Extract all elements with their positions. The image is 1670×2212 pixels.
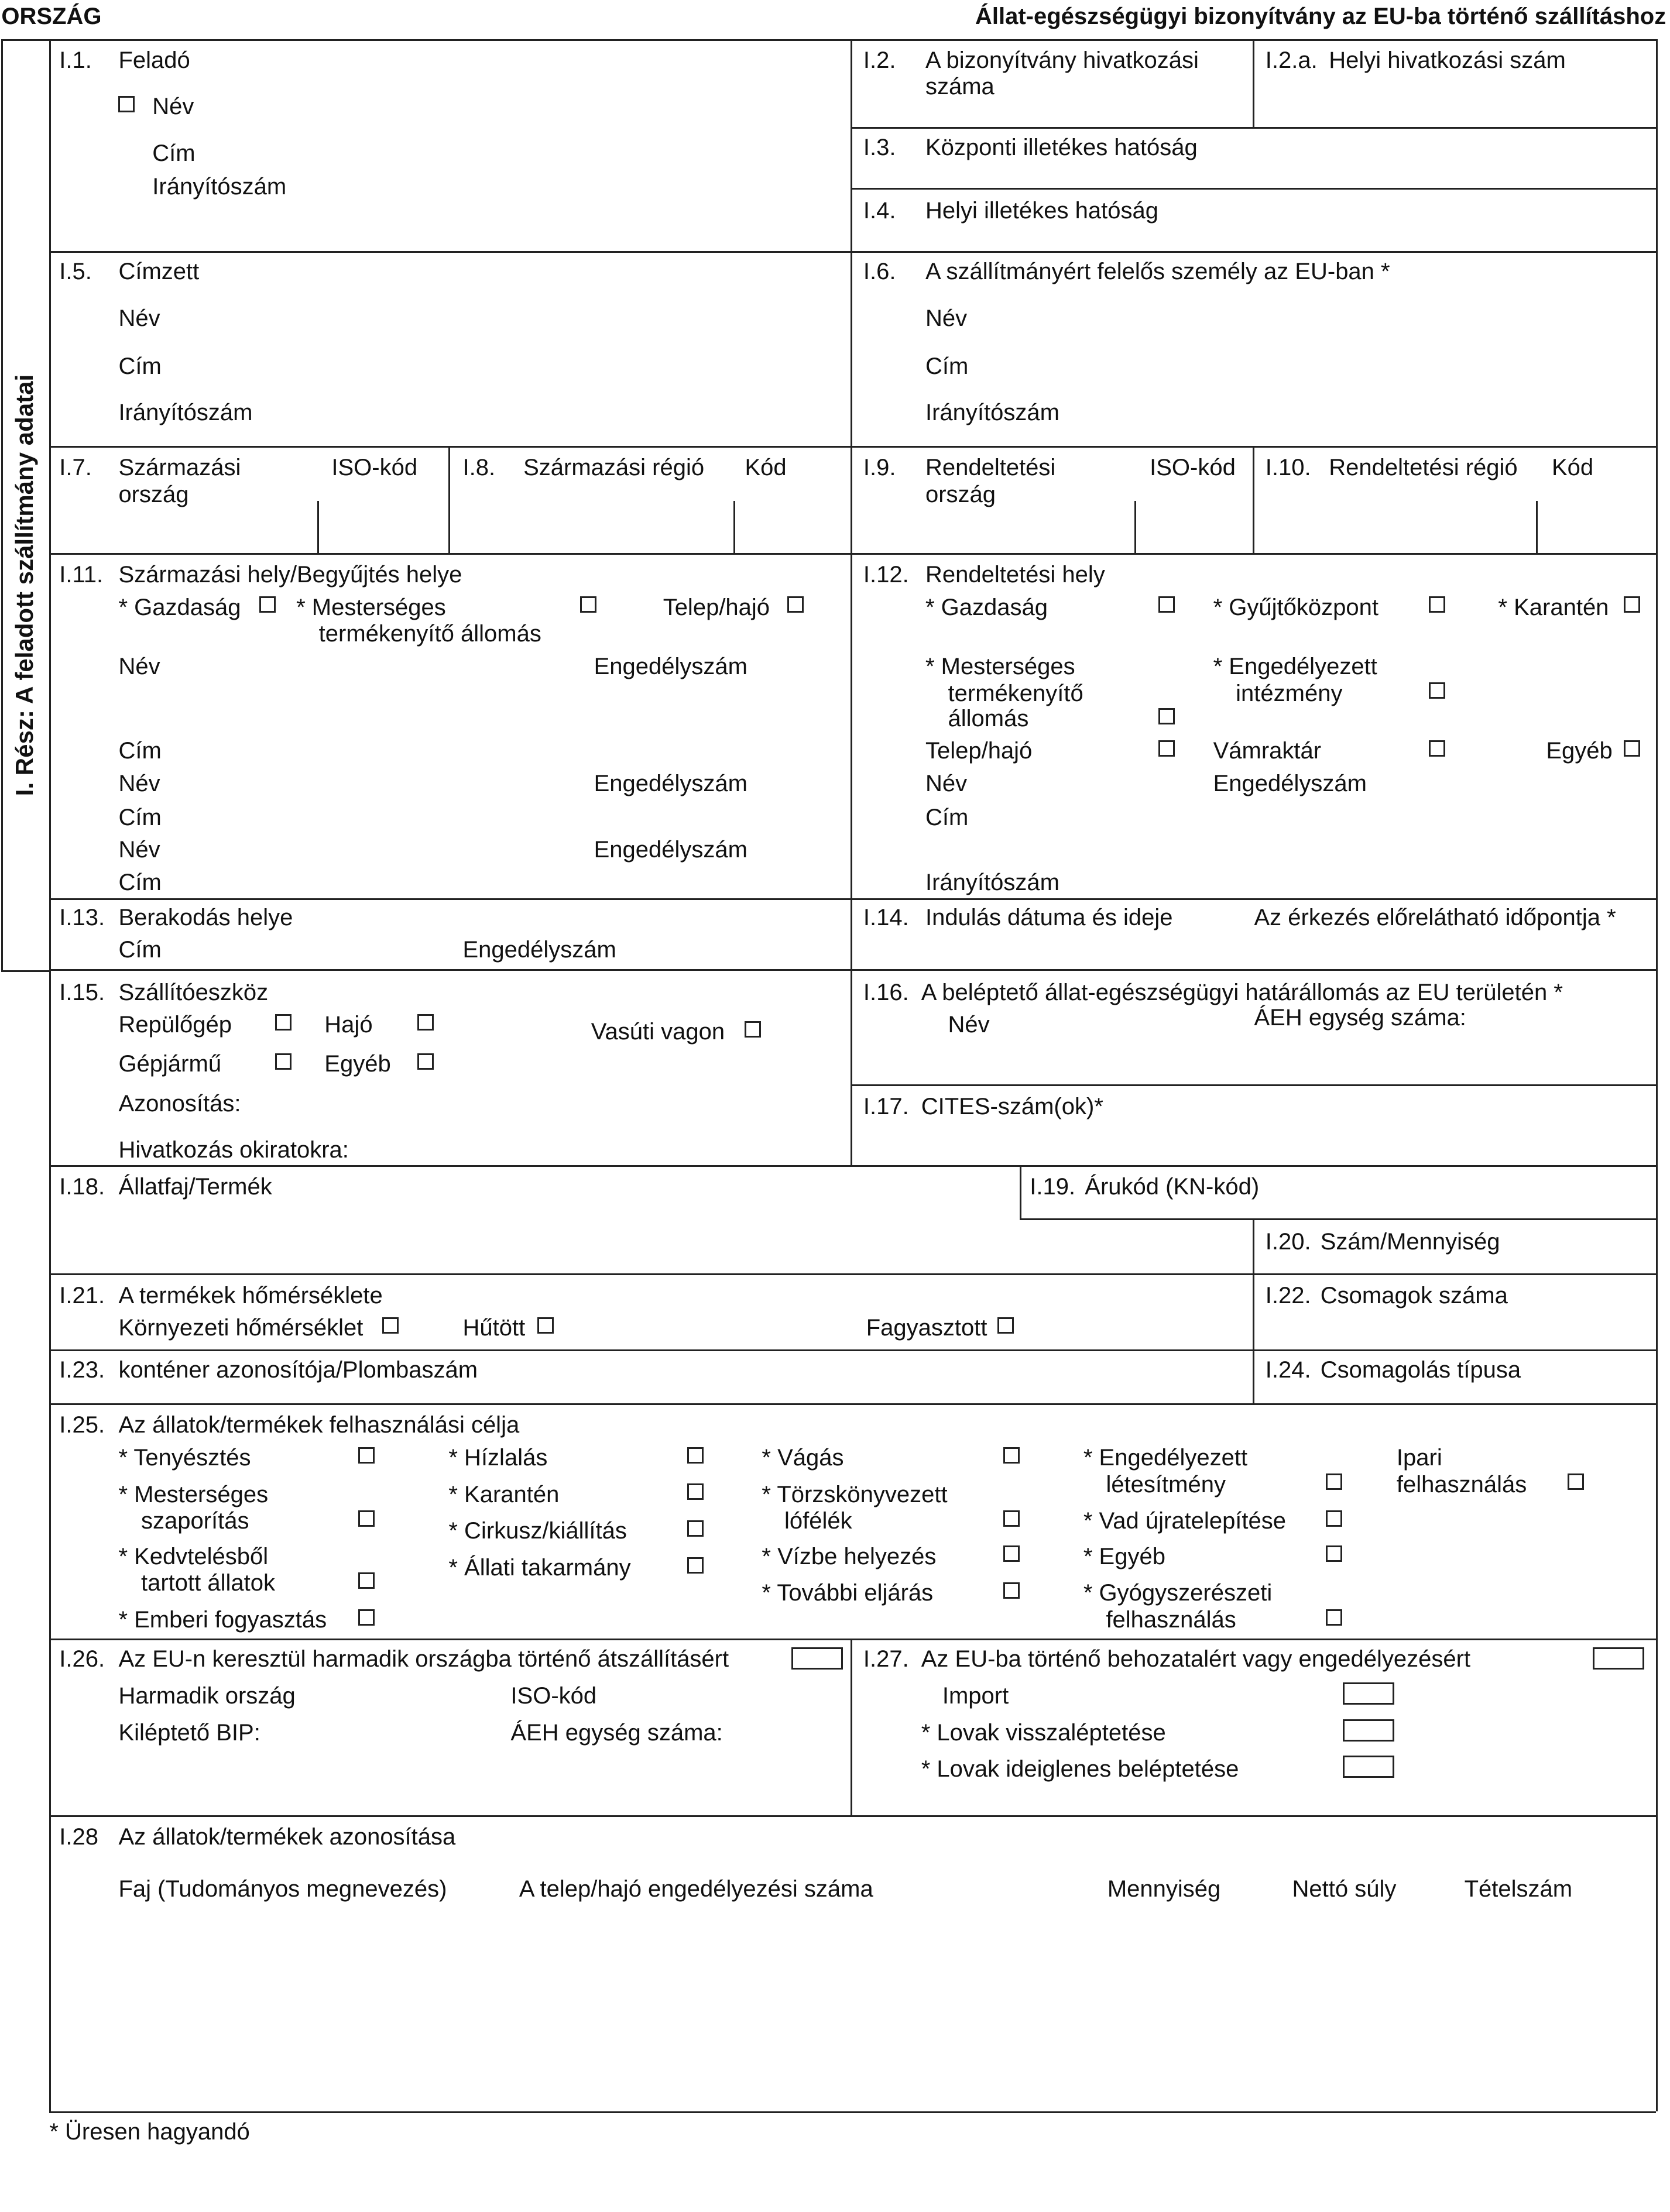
text-dest-nev: Név [925,770,968,796]
text-iso-kod-orig: ISO-kód [331,455,418,481]
text-iso-kod-dest: ISO-kód [1150,455,1236,481]
checkbox-hajo[interactable] [417,1014,434,1031]
text-i18_num: I.18. [59,1174,105,1200]
text-i3_num: I.3. [863,134,896,160]
text-dest-egyeb: Egyéb [1546,738,1613,764]
text-i2a_label: Helyi hivatkozási szám [1329,47,1566,73]
text-letesitmeny: létesítmény [1106,1471,1226,1497]
text-i22_label: Csomagok száma [1320,1282,1508,1308]
text-cimzett-irsz: Irányítószám [118,400,253,426]
text-i20_num: I.20. [1265,1229,1311,1255]
text-i28_label: Az állatok/termékek azonosítása [118,1824,456,1850]
text-termekenyito: termékenyítő [948,680,1083,706]
v-line [1253,446,1254,553]
checkbox-i27[interactable] [1593,1647,1644,1670]
text-kilepteto: Kiléptető BIP: [118,1719,260,1746]
v-line [851,553,852,898]
v-line [733,501,735,553]
text-i12_label: Rendeltetési hely [925,562,1105,588]
checkbox-cirkusz[interactable] [687,1520,704,1537]
h-line [49,1273,1656,1275]
v-line [851,251,852,446]
text-i19_label: Árukód (KN-kód) [1085,1174,1260,1200]
text-vizbe: * Vízbe helyezés [762,1543,937,1569]
text-szaporitas: szaporítás [141,1508,249,1534]
v-line [851,39,852,251]
text-i23_label: konténer azonosítója/Plombaszám [118,1357,478,1383]
v-line [851,969,852,1165]
part-label: I. Rész: A feladott szállítmány adatai [11,374,38,796]
checkbox-dest-vamraktar[interactable] [1429,740,1445,757]
h-line [49,2111,1656,2113]
text-dest-vamraktar: Vámraktár [1213,738,1322,764]
text-mesterseges_szap: * Mesterséges [118,1481,269,1507]
text-i27_num: I.27. [863,1646,909,1672]
text-i27_label: Az EU-ba történő behozatalért vagy engedélyezésért [921,1646,1471,1672]
text-kod-orig: Kód [745,455,787,481]
text-bip-nev: Név [948,1011,990,1038]
text-import: Import [942,1683,1009,1709]
text-i17_num: I.17. [863,1093,909,1119]
text-felado-irsz: Irányítószám [152,174,287,200]
header-title: Állat-egészségügyi bizonyítvány az EU-ba történő szállításhoz [975,3,1666,29]
v-line [851,1639,852,1815]
h-line [1,39,1656,41]
text-i23_num: I.23. [59,1357,105,1383]
h-line [49,251,1656,253]
v-line [1,39,3,970]
checkbox-hutott[interactable] [537,1317,554,1334]
h-line [851,127,1656,129]
text-cimzett-nev: Név [118,305,160,331]
text-hivatkozas: Hivatkozás okiratokra: [118,1137,349,1163]
h-line [851,188,1656,190]
text-i7_num: I.7. [59,455,92,481]
text-gyogyszer: * Gyógyszerészeti [1083,1580,1273,1606]
text-cimzett-cim: Cím [118,353,162,379]
text-vad: * Vad újratelepítése [1083,1508,1287,1534]
v-line [49,39,51,2111]
text-dest-eng: Engedélyszám [1213,770,1367,796]
checkbox-letesitmeny[interactable] [1326,1473,1342,1490]
text-i24_label: Csomagolás típusa [1320,1357,1521,1383]
text-orig-cim-3: Cím [118,869,162,895]
text-dest-cim: Cím [925,804,969,830]
text-tovabbi: * További eljárás [762,1580,934,1606]
checkbox-emberi[interactable] [358,1609,375,1626]
text-i9_label2: ország [925,481,996,507]
text-i1_label: Feladó [118,47,190,73]
text-dest-mesterseges: * Mesterséges [925,653,1075,679]
text-felado-nev: Név [152,94,194,120]
checkbox-allati-tak[interactable] [687,1557,704,1574]
text-ipari-felh: felhasználás [1396,1471,1527,1497]
text-fagyasztott: Fagyasztott [866,1315,987,1341]
text-orig-mesterseges: * Mesterséges [296,594,446,620]
h-line [49,898,1656,900]
v-line [317,501,319,553]
text-repulogep: Repülőgép [118,1011,232,1038]
h-line [1,970,49,972]
text-orig-gazdasag: * Gazdaság [118,594,241,620]
checkbox-i26[interactable] [791,1647,843,1670]
text-szall-egyeb: Egyéb [324,1051,391,1077]
text-berakodas-cim: Cím [118,937,162,963]
checkbox-vad[interactable] [1326,1510,1342,1527]
text-i21_label: A termékek hőmérséklete [118,1282,383,1308]
v-line [1656,39,1658,2111]
footnote: * Üresen hagyandó [49,2118,250,2145]
text-i8_label: Származási régió [523,455,705,481]
text-bip-aeh: ÁEH egység száma: [1254,1004,1466,1031]
text-i9_label: Rendeltetési [925,455,1056,481]
text-orig-eng-3: Engedélyszám [594,837,747,863]
text-emberi: * Emberi fogyasztás [118,1606,327,1633]
checkbox-orig-gazdasag[interactable] [259,596,276,613]
text-i18_label: Állatfaj/Termék [118,1174,272,1200]
text-i2_label2: száma [925,74,995,100]
text-i14_label: Indulás dátuma és ideje [925,904,1173,930]
text-i11_num: I.11. [59,562,104,588]
text-dest-engedelyezett: * Engedélyezett [1213,653,1377,679]
text-vasuti: Vasúti vagon [591,1019,725,1045]
text-lovak_vissza: * Lovak visszaléptetése [921,1719,1166,1746]
text-dest-telep: Telep/hajó [925,738,1033,764]
text-dest-gazdasag: * Gazdaság [925,594,1048,620]
text-felado-cim: Cím [152,140,196,166]
text-i25_label: Az állatok/termékek felhasználási célja [118,1412,520,1438]
h-line [49,1165,1656,1167]
checkbox-tenyesztes[interactable] [358,1447,375,1464]
text-kilepteto-aeh: ÁEH egység száma: [510,1719,723,1746]
text-i1_num: I.1. [59,47,92,73]
checkbox-tovabbi[interactable] [1003,1582,1020,1599]
text-orig-cim-2: Cím [118,804,162,830]
checkbox-ipari[interactable] [1568,1473,1584,1490]
checkbox-felado-nev[interactable] [118,96,135,112]
text-i2_label: A bizonyítvány hivatkozási [925,47,1199,73]
text-harmadik: Harmadik ország [118,1683,296,1709]
text-i7_label: Származási [118,455,241,481]
text-netto: Nettó súly [1292,1876,1397,1902]
checkbox-dest-mesterseges[interactable] [1158,708,1175,724]
text-i13_label: Berakodás helye [118,904,293,930]
checkbox-dest-egyeb[interactable] [1624,740,1640,757]
text-i13_num: I.13. [59,904,105,930]
text-tenyesztes: * Tenyésztés [118,1444,251,1471]
h-line [49,1639,1656,1640]
v-line [1536,501,1538,553]
text-i2a_num: I.2.a. [1265,47,1318,73]
text-orig-nev-2: Név [118,770,160,796]
checkbox-torzskonyv[interactable] [1003,1510,1020,1527]
text-felelos-irsz: Irányítószám [925,400,1059,426]
text-i10_label: Rendeltetési régió [1329,455,1518,481]
text-i19_num: I.19. [1030,1174,1076,1200]
checkbox-kornyezeti[interactable] [382,1317,399,1334]
checkbox-lovak-vissza[interactable] [1343,1719,1394,1742]
v-line [851,446,852,553]
text-i9_num: I.9. [863,455,896,481]
text-allati_tak: * Állati takarmány [448,1554,631,1581]
text-kornyezeti: Környezeti hőmérséklet [118,1315,364,1341]
text-i2_num: I.2. [863,47,896,73]
checkbox-orig-telep[interactable] [787,596,804,613]
h-line [49,1815,1656,1817]
text-i5_num: I.5. [59,259,92,285]
h-line [49,1403,1656,1405]
text-i11_label: Származási hely/Begyűjtés helye [118,562,462,588]
checkbox-dest-gyujto[interactable] [1429,596,1445,613]
text-hutott: Hűtött [462,1315,526,1341]
text-i17_label: CITES-szám(ok)* [921,1093,1103,1119]
text-cirkusz: * Cirkusz/kiállítás [448,1518,627,1544]
text-allomas: állomás [948,706,1029,731]
text-i6_label: A szállítmányért felelős személy az EU-ban * [925,259,1390,285]
text-mennyiseg: Mennyiség [1107,1876,1221,1902]
text-lovak_ideig: * Lovak ideiglenes beléptetése [921,1756,1239,1782]
text-i14_num: I.14. [863,904,909,930]
text-termekenyito_allomas: termékenyítő állomás [318,621,541,647]
text-i21_num: I.21. [59,1282,105,1308]
text-dest-gyujto: * Gyűjtőközpont [1213,594,1378,620]
text-i26_num: I.26. [59,1646,105,1672]
checkbox-dest-engedelyezett[interactable] [1429,682,1445,699]
text-i12_num: I.12. [863,562,909,588]
text-faj: Faj (Tudományos megnevezés) [118,1876,447,1902]
h-line [851,1084,1656,1086]
text-tetelszam: Tételszám [1464,1876,1573,1902]
h-line [1020,1218,1656,1220]
text-i6_num: I.6. [863,259,896,285]
text-karanten: * Karantén [448,1481,560,1507]
text-i25_num: I.25. [59,1412,105,1438]
checkbox-kedvteles[interactable] [358,1572,375,1589]
text-i8_num: I.8. [462,455,496,481]
checkbox-gepjarmu[interactable] [275,1053,292,1070]
checkbox-mesterseges-szap[interactable] [358,1510,375,1527]
checkbox-vasuti[interactable] [745,1021,761,1038]
text-orig-eng-2: Engedélyszám [594,770,747,796]
checkbox-dest-telep[interactable] [1158,740,1175,757]
text-intezmeny: intézmény [1236,680,1343,706]
text-felelos-cim: Cím [925,353,969,379]
text-i15_num: I.15. [59,979,105,1005]
checkbox-repulogep[interactable] [275,1014,292,1031]
text-i16_label: A beléptető állat-egészségügyi határállomás az EU területén * [921,979,1563,1005]
text-gepjarmu: Gépjármű [118,1051,222,1077]
text-i22_num: I.22. [1265,1282,1311,1308]
checkbox-felh-egyeb[interactable] [1326,1545,1342,1562]
text-hizlalas: * Hízlalás [448,1444,548,1471]
text-dest-karanten: * Karantén [1498,594,1609,620]
text-orig-nev-1: Név [118,653,160,679]
checkbox-import[interactable] [1343,1682,1394,1705]
text-i28_num: I.28 [59,1824,98,1850]
text-i20_label: Szám/Mennyiség [1320,1229,1500,1255]
text-vagas: * Vágás [762,1444,844,1471]
text-azonositas: Azonosítás: [118,1090,241,1117]
text-i3_label: Központi illetékes hatóság [925,134,1198,160]
checkbox-orig-mesterseges[interactable] [580,596,596,613]
text-i26_label: Az EU-n keresztül harmadik országba történő átszállításért [118,1646,729,1672]
text-lofelek: lófélék [784,1508,852,1534]
text-felelos-nev: Név [925,305,968,331]
text-i16_num: I.16. [863,979,909,1005]
h-line [49,969,1656,971]
text-i24_num: I.24. [1265,1357,1311,1383]
text-ipari: Ipari [1396,1444,1442,1471]
text-torzskonyv: * Törzskönyvezett [762,1481,948,1507]
text-hajo: Hajó [324,1011,373,1038]
text-i10_num: I.10. [1265,455,1311,481]
checkbox-gyogyszer[interactable] [1326,1609,1342,1626]
text-felhasznalas: felhasználás [1106,1606,1236,1633]
text-i14_arrival: Az érkezés előrelátható időpontja * [1254,904,1616,930]
checkbox-dest-gazdasag[interactable] [1158,596,1175,613]
text-orig-eng-1: Engedélyszám [594,653,747,679]
checkbox-vizbe[interactable] [1003,1545,1020,1562]
text-i4_num: I.4. [863,198,896,224]
checkbox-szall-egyeb[interactable] [417,1053,434,1070]
text-i7_label2: ország [118,481,189,507]
text-berakodas-eng: Engedélyszám [462,937,616,963]
v-line [1253,39,1254,126]
text-i4_label: Helyi illetékes hatóság [925,198,1158,224]
text-orig-cim-1: Cím [118,738,162,764]
text-telep_eng: A telep/hajó engedélyezési száma [519,1876,873,1902]
text-engedelyezett2: * Engedélyezett [1083,1444,1248,1471]
text-iso-kod-harmadik: ISO-kód [510,1683,597,1709]
checkbox-fagyasztott[interactable] [997,1317,1014,1334]
text-kod-dest: Kód [1552,455,1594,481]
text-kedvtelesbol: * Kedvtelésből [118,1543,269,1569]
text-tartott_allatok: tartott állatok [141,1570,276,1596]
checkbox-karanten[interactable] [687,1483,704,1500]
header-country: ORSZÁG [1,3,102,29]
text-i15_label: Szállítóeszköz [118,979,269,1005]
v-line [1134,501,1136,553]
h-line [49,1349,1656,1351]
checkbox-dest-karanten[interactable] [1624,596,1640,613]
h-line [49,446,1656,448]
text-orig-nev-3: Név [118,837,160,863]
checkbox-hizlalas[interactable] [687,1447,704,1464]
v-line [1253,1218,1254,1403]
checkbox-vagas[interactable] [1003,1447,1020,1464]
text-orig-telep: Telep/hajó [663,594,770,620]
v-line [448,446,450,553]
h-line [49,553,1656,555]
v-line [1020,1165,1021,1219]
text-i5_label: Címzett [118,259,200,285]
text-dest-irsz: Irányítószám [925,869,1059,895]
checkbox-lovak-ideig[interactable] [1343,1756,1394,1778]
v-line [851,898,852,969]
text-egyeb_s: * Egyéb [1083,1543,1165,1569]
